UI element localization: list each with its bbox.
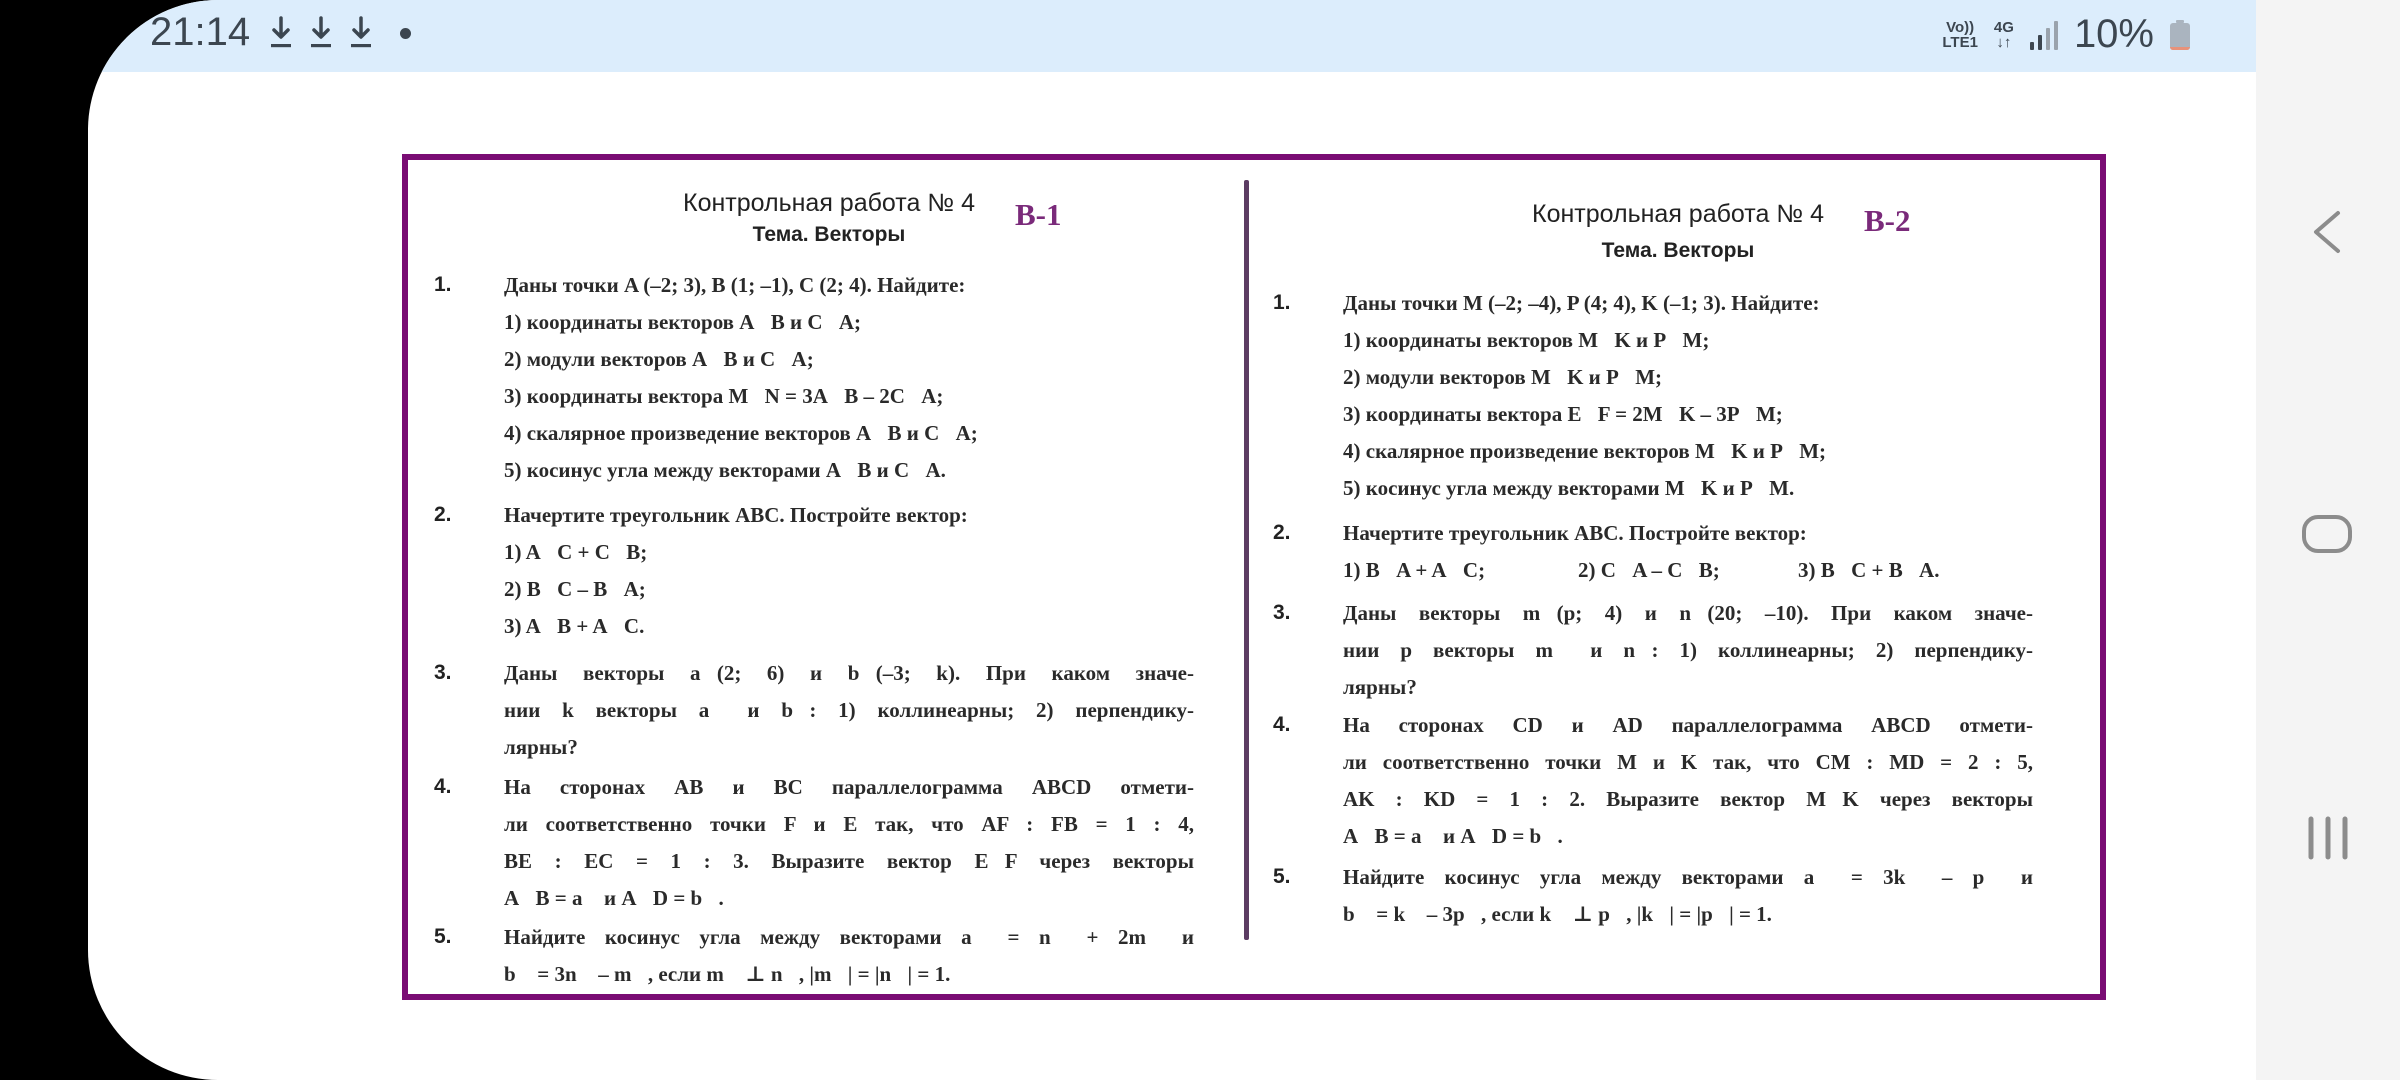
column-divider (1244, 180, 1249, 940)
task-text: Даны векторы a⃗(2; 6) и b⃗(–3; k). При каком значе- (504, 661, 1194, 685)
task-subitem: 3) координаты вектора M⃗N = 3A⃗B – 2C⃗A; (504, 384, 944, 408)
task-text: лярны? (1343, 675, 1417, 699)
task-subitem: 2) C⃗A – C⃗B; (1578, 558, 1720, 582)
battery-percent: 10% (2073, 12, 2154, 56)
task-subitem: 3) A⃗B + A⃗C. (504, 614, 645, 638)
task-subitem: 2) модули векторов M⃗K и P⃗M; (1343, 365, 1663, 389)
download-icon (268, 16, 294, 50)
network-bottom: ↓↑ (1996, 33, 2012, 51)
battery-icon (2170, 20, 2190, 50)
task-subitem: 3) B⃗C + B⃗A. (1798, 558, 1940, 582)
task-subitem: 1) координаты векторов M⃗K и P⃗M; (1343, 328, 1710, 352)
task-text: b⃗ = 3n⃗ – m⃗, если m⃗ ⊥ n⃗, |m⃗| = |n⃗| = 1. (504, 962, 951, 986)
task-number: 5. (434, 925, 452, 948)
home-icon (2300, 513, 2356, 557)
task-text: Даны точки M (–2; –4), P (4; 4), K (–1; 3). Найдите: (1343, 291, 1820, 315)
battery-level (2170, 47, 2190, 50)
volte-bottom: LTE1 (1942, 33, 1978, 51)
task-text: На сторонах CD и AD параллелограмма ABCD отмети- (1343, 713, 2033, 737)
task-number: 2. (1273, 521, 1291, 544)
document-image (402, 154, 2106, 1000)
back-icon (2308, 207, 2348, 257)
signal-bar (2038, 35, 2042, 50)
back-button[interactable] (2256, 200, 2400, 264)
task-text: Начертите треугольник ABC. Постройте вектор: (504, 503, 968, 527)
variant-1 (434, 160, 1224, 994)
task-number: 3. (434, 661, 452, 684)
task-number: 4. (434, 775, 452, 798)
task-subitem: 2) модули векторов A⃗B и C⃗A; (504, 347, 814, 371)
variant-label: В-2 (1863, 203, 1911, 238)
task-text: AK : KD = 1 : 2. Выразите вектор M⃗K через векторы (1343, 787, 2033, 811)
task-text: BE : EC = 1 : 3. Выразите вектор E⃗F через векторы (504, 849, 1194, 873)
notification-icons (268, 16, 411, 50)
status-bar (88, 0, 2256, 72)
task-subitem: 5) косинус угла между векторами A⃗B и C⃗A. (504, 458, 946, 482)
home-button[interactable] (2256, 500, 2400, 570)
task-subitem: 1) B⃗A + A⃗C; (1343, 558, 1486, 582)
variant-title: Контрольная работа № 4 (683, 189, 975, 217)
variant-subtitle: Тема. Векторы (752, 223, 906, 246)
task-subitem: 1) A⃗C + C⃗B; (504, 540, 648, 564)
download-icon (308, 16, 334, 50)
status-time: 21:14 (150, 10, 251, 54)
task-number: 5. (1273, 865, 1291, 888)
variant-subtitle: Тема. Векторы (1601, 239, 1755, 262)
task-subitem: 2) B⃗C – B⃗A; (504, 577, 646, 601)
signal-bar (2046, 28, 2050, 50)
status-right (1942, 12, 2190, 57)
volte-icon (1942, 20, 1978, 50)
task-number: 3. (1273, 601, 1291, 624)
task-text: нии p векторы m⃗ и n⃗: 1) коллинеарны; 2) перпендику- (1343, 638, 2033, 662)
task-subitem: 4) скалярное произведение векторов M⃗K и P⃗M; (1343, 439, 1827, 463)
task-number: 4. (1273, 713, 1291, 736)
task-text: нии k векторы a⃗ и b⃗: 1) коллинеарны; 2) перпендику- (504, 698, 1194, 722)
task-number: 1. (434, 273, 452, 296)
task-text: На сторонах AB и BC параллелограмма ABCD отмети- (504, 775, 1194, 799)
variant-label: В-1 (1014, 197, 1062, 232)
task-text: A⃗B = a⃗ и A⃗D = b⃗. (1343, 824, 1563, 848)
task-subitem: 3) координаты вектора E⃗F = 2M⃗K – 3P⃗M; (1343, 402, 1783, 426)
task-text: b⃗ = k⃗ – 3p⃗, если k⃗ ⊥ p⃗, |k⃗| = |p⃗| = 1. (1343, 902, 1772, 926)
variant-title: Контрольная работа № 4 (1532, 200, 1824, 228)
recents-button[interactable] (2256, 808, 2400, 868)
network-top: 4G (1993, 18, 2014, 36)
signal-bar (2030, 42, 2034, 50)
task-text: A⃗B = a⃗ и A⃗D = b⃗. (504, 886, 724, 910)
dot-icon (400, 28, 411, 39)
navigation-bar (2256, 0, 2400, 1080)
task-text: Найдите косинус угла между векторами a⃗ = 3k⃗ – p⃗ и (1343, 865, 2033, 889)
variant-header (1273, 190, 2083, 238)
signal-icon (2030, 20, 2058, 50)
task-text: ли соответственно точки M и K так, что CM : MD = 2 : 5, (1343, 750, 2033, 774)
network-4g-icon (1994, 20, 2014, 50)
task-text: Даны векторы m⃗(p; 4) и n⃗(20; –10). При каком значе- (1343, 601, 2033, 625)
task-text: Даны точки A (–2; 3), B (1; –1), C (2; 4). Найдите: (504, 273, 966, 297)
task-number: 1. (1273, 291, 1291, 314)
download-icon (348, 16, 374, 50)
task-subitem: 5) косинус угла между векторами M⃗K и P⃗M. (1343, 476, 1795, 500)
task-text: ли соответственно точки F и E так, что AF : FB = 1 : 4, (504, 812, 1194, 836)
variant-2 (1273, 160, 2083, 994)
screen (88, 0, 2256, 1080)
volte-top: Vo)) (1946, 18, 1975, 36)
task-number: 2. (434, 503, 452, 526)
task-subitem: 1) координаты векторов A⃗B и C⃗A; (504, 310, 862, 334)
task-text: Начертите треугольник ABC. Постройте вектор: (1343, 521, 1807, 545)
task-text: лярны? (504, 735, 578, 759)
task-text: Найдите косинус угла между векторами a⃗ = n⃗ + 2m⃗ и (504, 925, 1194, 949)
task-subitem: 4) скалярное произведение векторов A⃗B и C⃗A; (504, 421, 978, 445)
recents-icon (2303, 815, 2353, 861)
signal-bar (2054, 21, 2058, 50)
